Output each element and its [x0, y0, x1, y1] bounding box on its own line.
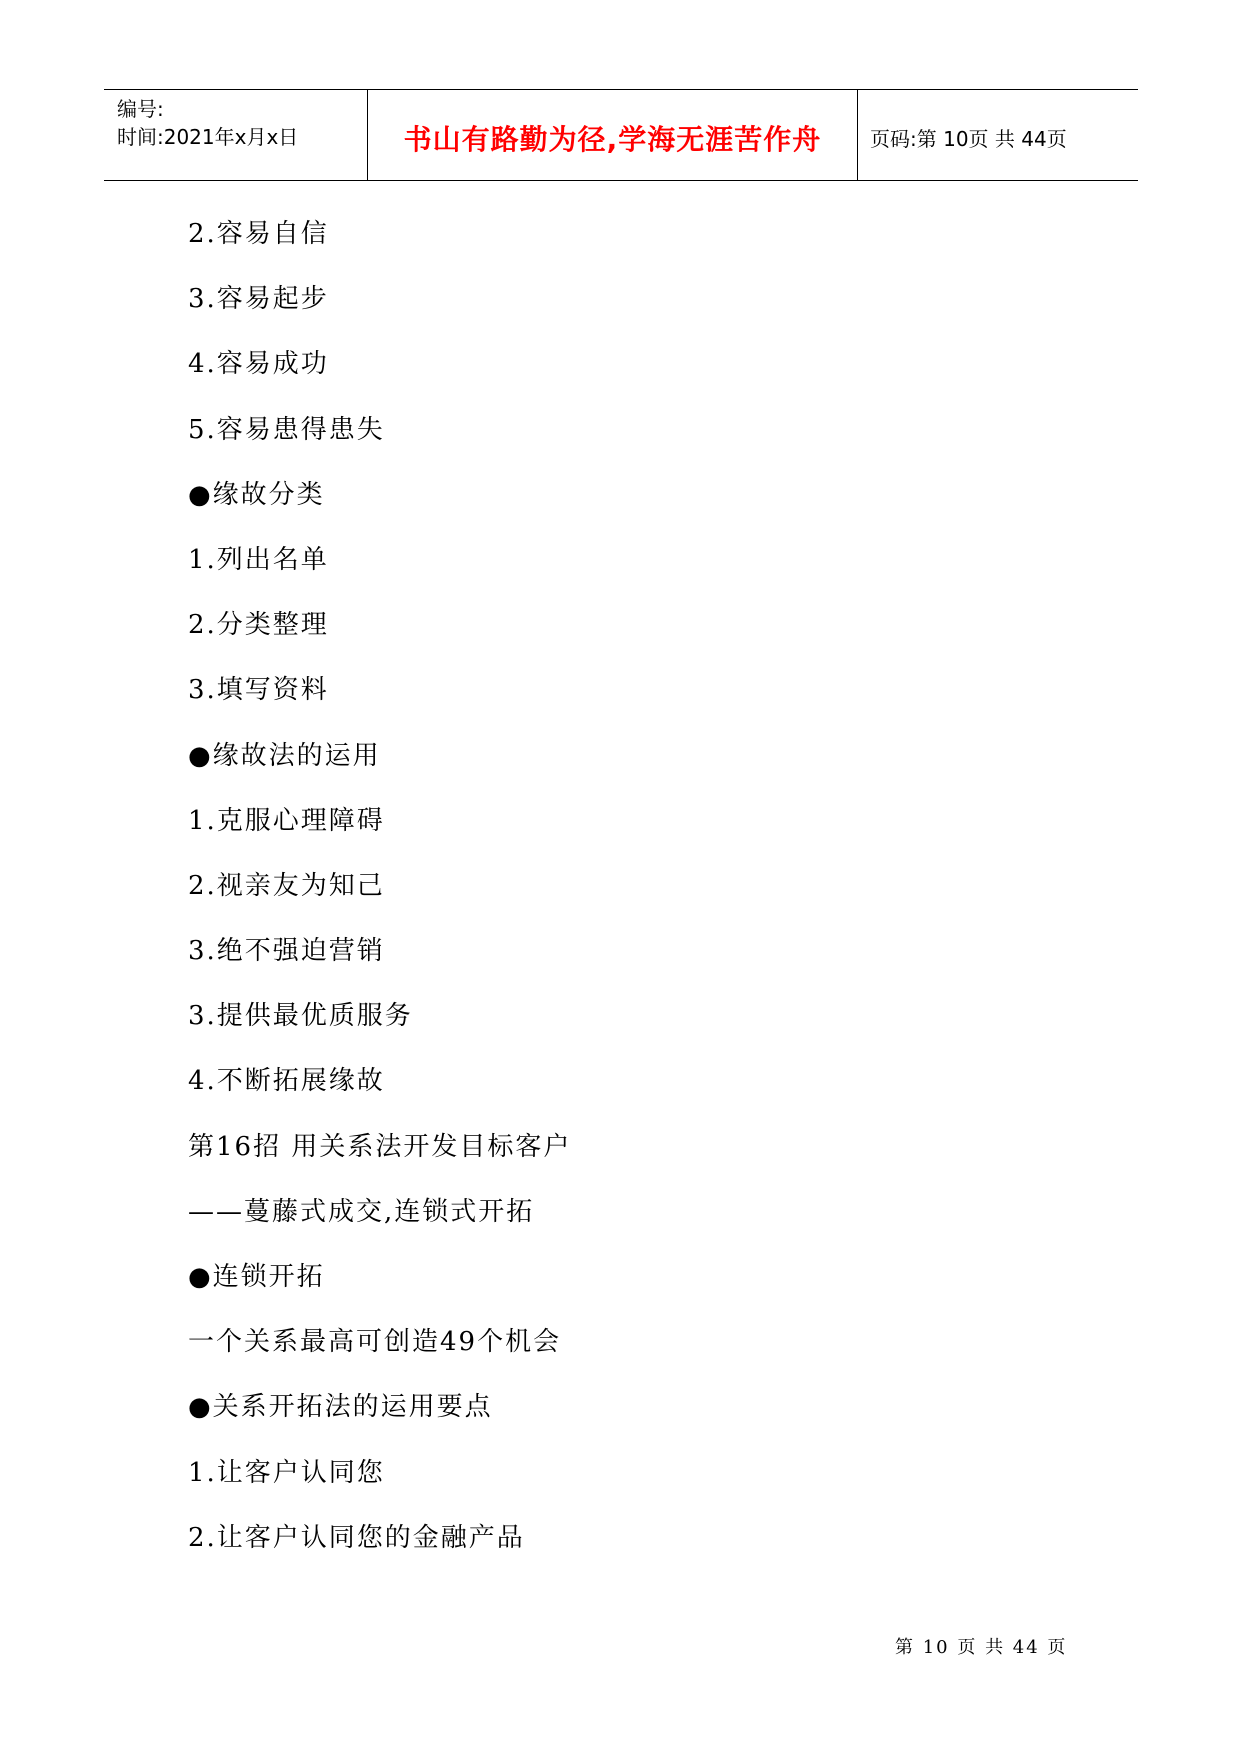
body-line: ●关系开拓法的运用要点	[188, 1392, 493, 1423]
body-line: 5.容易患得患失	[188, 414, 385, 445]
header-motto-cell	[368, 90, 858, 180]
body-line: 1.让客户认同您	[188, 1457, 385, 1488]
body-line: ●缘故分类	[188, 479, 325, 510]
body-line: 4.容易成功	[188, 349, 329, 380]
page-code: 页码:第 10页 共 44页	[870, 127, 1067, 151]
date-line: 时间:2021年x月x日	[117, 125, 299, 149]
code-label: 编号:	[117, 97, 164, 121]
body-line: 3.容易起步	[188, 284, 329, 315]
body-line: 1.克服心理障碍	[188, 805, 385, 836]
body-line: 3.填写资料	[188, 675, 329, 706]
body-line: 4.不断拓展缘故	[188, 1066, 385, 1097]
body-line: 一个关系最高可创造49个机会	[188, 1327, 562, 1358]
body-line: ●缘故法的运用	[188, 740, 381, 771]
body-line: 3.绝不强迫营销	[188, 936, 385, 967]
body-line: 2.分类整理	[188, 610, 329, 641]
body-line: 2.容易自信	[188, 219, 329, 249]
header-page-cell	[858, 90, 1138, 180]
page-header	[104, 89, 1138, 181]
body-line: ——蔓藤式成交,连锁式开拓	[188, 1196, 535, 1227]
body-line: 3.提供最优质服务	[188, 1001, 413, 1032]
motto: 书山有路勤为径,学海无涯苦作舟	[403, 123, 822, 156]
header-info-cell	[104, 90, 368, 180]
body-line: 第16招 用关系法开发目标客户	[188, 1131, 572, 1162]
body-line: 1.列出名单	[188, 544, 329, 575]
body-line: 2.视亲友为知己	[188, 870, 385, 901]
body-line: 2.让客户认同您的金融产品	[188, 1522, 525, 1553]
body-line: ●连锁开拓	[188, 1262, 325, 1292]
document-body	[188, 219, 571, 1588]
page-footer: 第 10 页 共 44 页	[895, 1637, 1068, 1658]
